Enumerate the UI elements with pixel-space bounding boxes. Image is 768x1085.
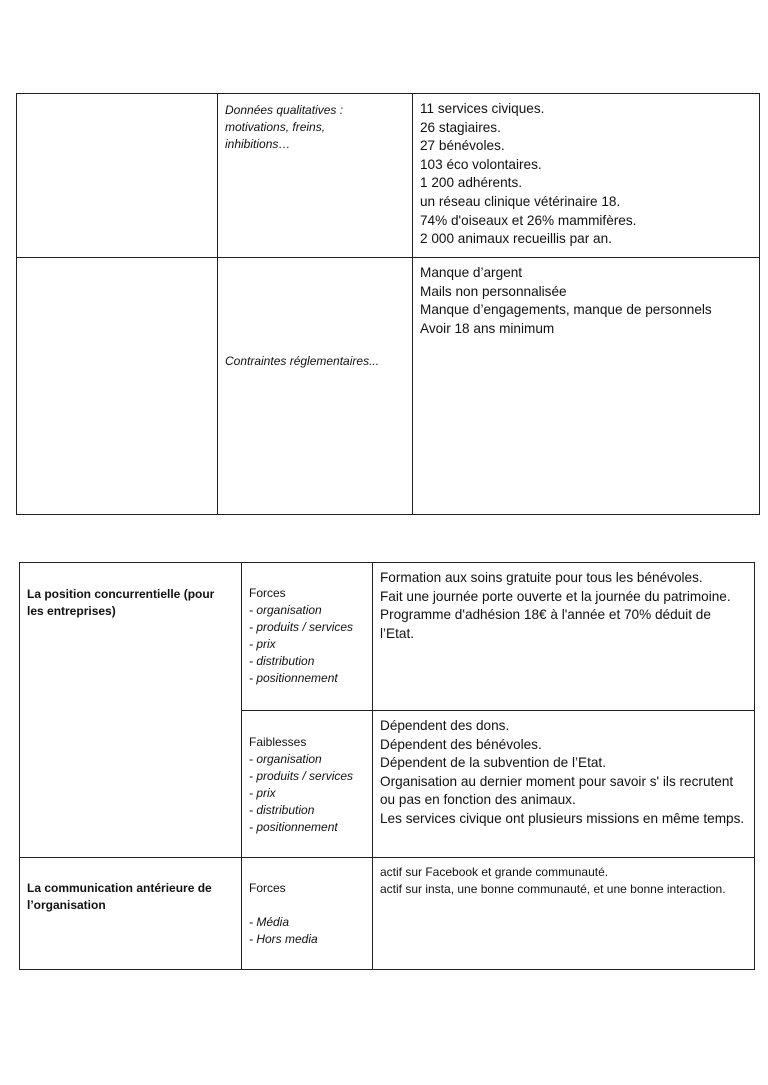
content-line: 74% d'oiseaux et 26% mammifères. <box>420 212 637 228</box>
criteria-item: - positionnement <box>249 671 338 685</box>
content-line: 103 éco volontaires. <box>420 156 542 172</box>
qualitative-label: Données qualitatives : motivations, freins, inhibitions… <box>225 103 344 151</box>
forces-heading: Forces <box>249 586 286 600</box>
criteria-item: - distribution <box>249 803 315 817</box>
empty-cell <box>17 94 218 258</box>
content-line: 1 200 adhérents. <box>420 175 523 191</box>
communication-title: La communication antérieure de l’organisation <box>27 881 212 912</box>
table-row <box>17 258 760 515</box>
criteria-item: - organisation <box>249 752 322 766</box>
content-line: Dépendent des dons. <box>380 718 510 733</box>
empty-cell <box>17 258 218 515</box>
content-cell <box>373 858 755 970</box>
criteria-item: - distribution <box>249 654 315 668</box>
competitive-position-table <box>19 562 755 970</box>
content-line: Formation aux soins gratuite pour tous les bénévoles. <box>380 570 703 585</box>
constraints-label: Contraintes réglementaires... <box>225 354 380 368</box>
content-line: Les services civique ont plusieurs missions en même temps. <box>380 810 745 826</box>
criteria-item: - positionnement <box>249 820 338 834</box>
position-title: La position concurrentielle (pour les entreprises) <box>27 587 215 618</box>
section-title-cell <box>20 563 242 858</box>
content-line: Organisation au dernier moment pour savoir s' ils recrutent ou pas en fonction des animaux. <box>380 773 737 808</box>
label-cell <box>242 563 373 711</box>
table-row <box>20 563 755 711</box>
content-cell <box>373 711 755 858</box>
criteria-item: - produits / services <box>249 620 354 634</box>
content-line: actif sur insta, une bonne communauté, et une bonne interaction. <box>380 882 726 896</box>
criteria-item: - organisation <box>249 603 322 617</box>
content-cell <box>413 94 760 258</box>
content-line: Manque d’argent <box>420 265 523 280</box>
content-line: Manque d’engagements, manque de personnels <box>420 302 712 318</box>
content-line: 11 services civiques. <box>420 101 545 116</box>
content-line: Dépendent de la subvention de l’Etat. <box>380 755 606 771</box>
label-cell <box>242 711 373 858</box>
content-line: 26 stagiaires. <box>420 119 501 135</box>
content-line: Dépendent des bénévoles. <box>380 736 542 752</box>
table-row <box>17 94 760 258</box>
faiblesses-heading: Faiblesses <box>249 735 307 749</box>
content-cell <box>373 563 755 711</box>
section-title-cell <box>20 858 242 970</box>
content-line: actif sur Facebook et grande communauté. <box>380 865 609 879</box>
content-line: Mails non personnalisée <box>420 283 567 299</box>
label-cell <box>242 858 373 970</box>
criteria-item: - produits / services <box>249 769 354 783</box>
content-cell <box>413 258 760 515</box>
content-line: 2 000 animaux recueillis par an. <box>420 231 612 247</box>
criteria-item: - prix <box>249 786 276 800</box>
content-line: Fait une journée porte ouverte et la journée du patrimoine. <box>380 588 731 604</box>
label-cell <box>218 258 413 515</box>
content-line: un réseau clinique vétérinaire 18. <box>420 193 621 209</box>
content-line: Programme d'adhésion 18€ à l'année et 70% déduit de l’Etat. <box>380 607 715 641</box>
forces-heading: Forces <box>249 881 286 895</box>
qualitative-data-table <box>16 93 760 515</box>
content-line: Avoir 18 ans minimum <box>420 320 555 336</box>
criteria-item: - prix <box>249 637 276 651</box>
criteria-item: - Hors media <box>249 932 318 946</box>
criteria-item: - Média <box>249 915 290 929</box>
table-row <box>20 858 755 970</box>
content-line: 27 bénévoles. <box>420 138 505 154</box>
label-cell <box>218 94 413 258</box>
